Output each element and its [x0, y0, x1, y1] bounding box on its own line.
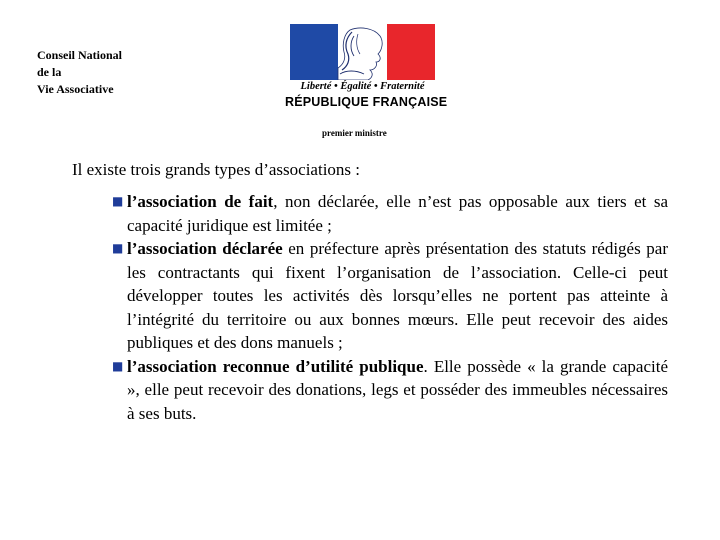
association-description: . Elle possède « la grande capacité », elle peut recevoir des donations, legs et posséder des immeubles nécessaires à ses buts.: [127, 356, 668, 423]
square-bullet-icon: ■: [112, 194, 124, 208]
association-types-list: [112, 190, 668, 425]
list-item: [112, 190, 668, 237]
org-line-2: de la: [37, 65, 62, 79]
marianne-flag-emblem: [290, 24, 435, 80]
square-bullet-icon: ■: [112, 241, 124, 255]
association-term: l’association déclarée: [127, 239, 283, 258]
org-line-3: Vie Associative: [37, 82, 114, 96]
republique-francaise-logo: [285, 24, 448, 116]
list-item: [112, 237, 668, 355]
republic-name: RÉPUBLIQUE FRANÇAISE: [285, 95, 448, 109]
organization-name: [37, 47, 122, 98]
list-item: [112, 355, 668, 426]
marianne-profile-icon: [290, 24, 435, 80]
association-description: , non déclarée, elle n’est pas opposable aux tiers et sa capacité juridique est limitée ;: [127, 192, 668, 235]
square-bullet-icon: ■: [112, 358, 124, 373]
association-term: l’association reconnue d’utilité publique: [127, 356, 424, 376]
ministry-label: premier ministre: [322, 128, 387, 138]
intro-text: Il existe trois grands types d’associations :: [72, 160, 361, 179]
republic-motto: Liberté • Égalité • Fraternité: [300, 81, 425, 92]
org-line-1: Conseil National: [37, 48, 123, 62]
association-description: en préfecture après présentation des statuts rédigés par les contractants qui fixent l’organisation de l’association. Celle-ci peut développer toutes les activités dès lorsqu’elles ne portent pas atteinte à l’intégrité du territoire ou aux bonnes mœurs. Elle peut recevoir des aides publiques et des dons manuels ;: [127, 239, 668, 352]
association-term: l’association de fait: [127, 192, 274, 211]
